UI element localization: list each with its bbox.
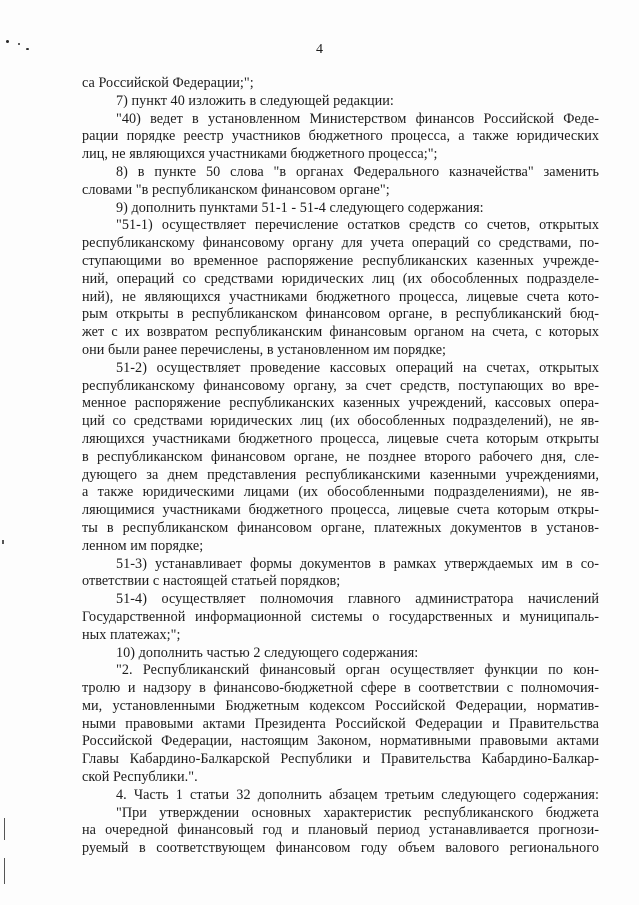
text-line: са Российской Федерации;";	[82, 75, 254, 91]
text-line: лиц, не являющихся участниками бюджетного процесса;";	[82, 146, 438, 163]
text-line: рации порядке реестр участников бюджетного процесса, а также юридических	[82, 128, 599, 145]
text-line: ступающими во временное распоряжение республиканских казенных учрежде-	[82, 252, 599, 269]
text-line: а также юридическими лицами (их обособленными подразделениями), не яв-	[82, 484, 599, 501]
text-line: ляющимися участниками бюджетного процесса, лицевые счета которым откры-	[82, 502, 599, 519]
document-body	[82, 75, 599, 858]
text-line: "2. Республиканский финансовый орган осуществляет функции по кон-	[116, 662, 599, 679]
text-line: ных платежах;";	[82, 626, 181, 643]
text-line: на очередной финансовый год и плановый период устанавливается прогнози-	[82, 822, 599, 839]
text-line: они были ранее перечислены, в установленном им порядке;	[82, 341, 447, 358]
text-line: ний, операций со средствами юридических лиц (их обособленных подразделе-	[82, 270, 599, 287]
text-line: 51-2) осуществляет проведение кассовых операций на счетах, открытых	[116, 359, 599, 376]
scan-edge-mark	[4, 818, 5, 840]
text-line: словами "в республиканском финансовом органе";	[82, 181, 390, 198]
text-line: 8) в пункте 50 слова "в органах Федерального казначейства" заменить	[116, 163, 599, 180]
text-line: в республиканском финансовом органе, не позднее второго рабочего дня, сле-	[82, 448, 599, 465]
text-line: ответствии с настоящей статьей порядков;	[82, 573, 341, 590]
text-line: ской Республики.".	[82, 769, 198, 786]
text-line: тролю и надзору в финансово-бюджетной сфере в соответствии с полномочия-	[82, 680, 599, 697]
scan-edge-mark	[2, 540, 4, 544]
text-line: республиканскому финансовому органу для учета операций со средствами, по-	[82, 235, 599, 252]
text-line: 9) дополнить пунктами 51-1 - 51-4 следующего содержания:	[116, 199, 484, 216]
text-line: менное распоряжение республиканских казенных учреждений, кассовых опера-	[82, 395, 599, 412]
text-line: ленном им порядке;	[82, 537, 204, 554]
text-line: 51-3) устанавливает формы документов в рамках утверждаемых им в со-	[116, 555, 599, 572]
text-line: Российской Федерации, настоящим Законом, нормативными правовыми актами	[82, 733, 599, 750]
text-line: ляющихся участниками бюджетного процесса, лицевые счета которым открыты	[82, 430, 599, 447]
text-line: 51-4) осуществляет полномочия главного администратора начислений	[116, 591, 599, 608]
text-line: 4. Часть 1 статьи 32 дополнить абзацем третьим следующего содержания:	[116, 786, 599, 803]
text-line: Главы Кабардино-Балкарской Республики и Правительства Кабардино-Балкар-	[82, 751, 599, 768]
text-line: ными правовыми актами Президента Российской Федерации и Правительства	[82, 715, 599, 732]
text-line: ми, установленными Бюджетным кодексом Российской Федерации, норматив-	[82, 697, 599, 714]
scan-edge-mark	[4, 858, 5, 884]
text-line: "При утверждении основных характеристик республиканского бюджета	[116, 804, 599, 821]
text-line: жет с их возвратом республиканским финансовым органом на счета, с которых	[82, 324, 599, 341]
text-line: дующего за днем представления республиканскими казенными учреждениями,	[82, 466, 599, 483]
text-line: ций со средствами юридических лиц (их обособленных подразделений), не яв-	[82, 413, 599, 430]
text-line: республиканскому финансовому органу, за счет средств, поступающих во вре-	[82, 377, 599, 394]
text-line: ний), не являющихся участниками бюджетного процесса, лицевые счета кото-	[82, 288, 599, 305]
text-line: Государственной информационной системы о государственных и муниципаль-	[82, 608, 599, 625]
text-line: ты в республиканском финансовом органе, платежных документов в установ-	[82, 519, 599, 536]
text-line: "51-1) осуществляет перечисление остатков средств со счетов, открытых	[116, 217, 599, 234]
text-line: 10) дополнить частью 2 следующего содержания:	[116, 644, 419, 661]
text-line: руемый в соответствующем финансовом году объем валового регионального	[82, 840, 599, 857]
text-line: 7) пункт 40 изложить в следующей редакции:	[116, 92, 394, 109]
text-line: "40) ведет в установленном Министерством финансов Российской Феде-	[116, 110, 599, 127]
page-number: 4	[316, 42, 323, 57]
text-line: рым открыты в республиканском финансовом органе, в республиканский бюд-	[82, 306, 599, 323]
